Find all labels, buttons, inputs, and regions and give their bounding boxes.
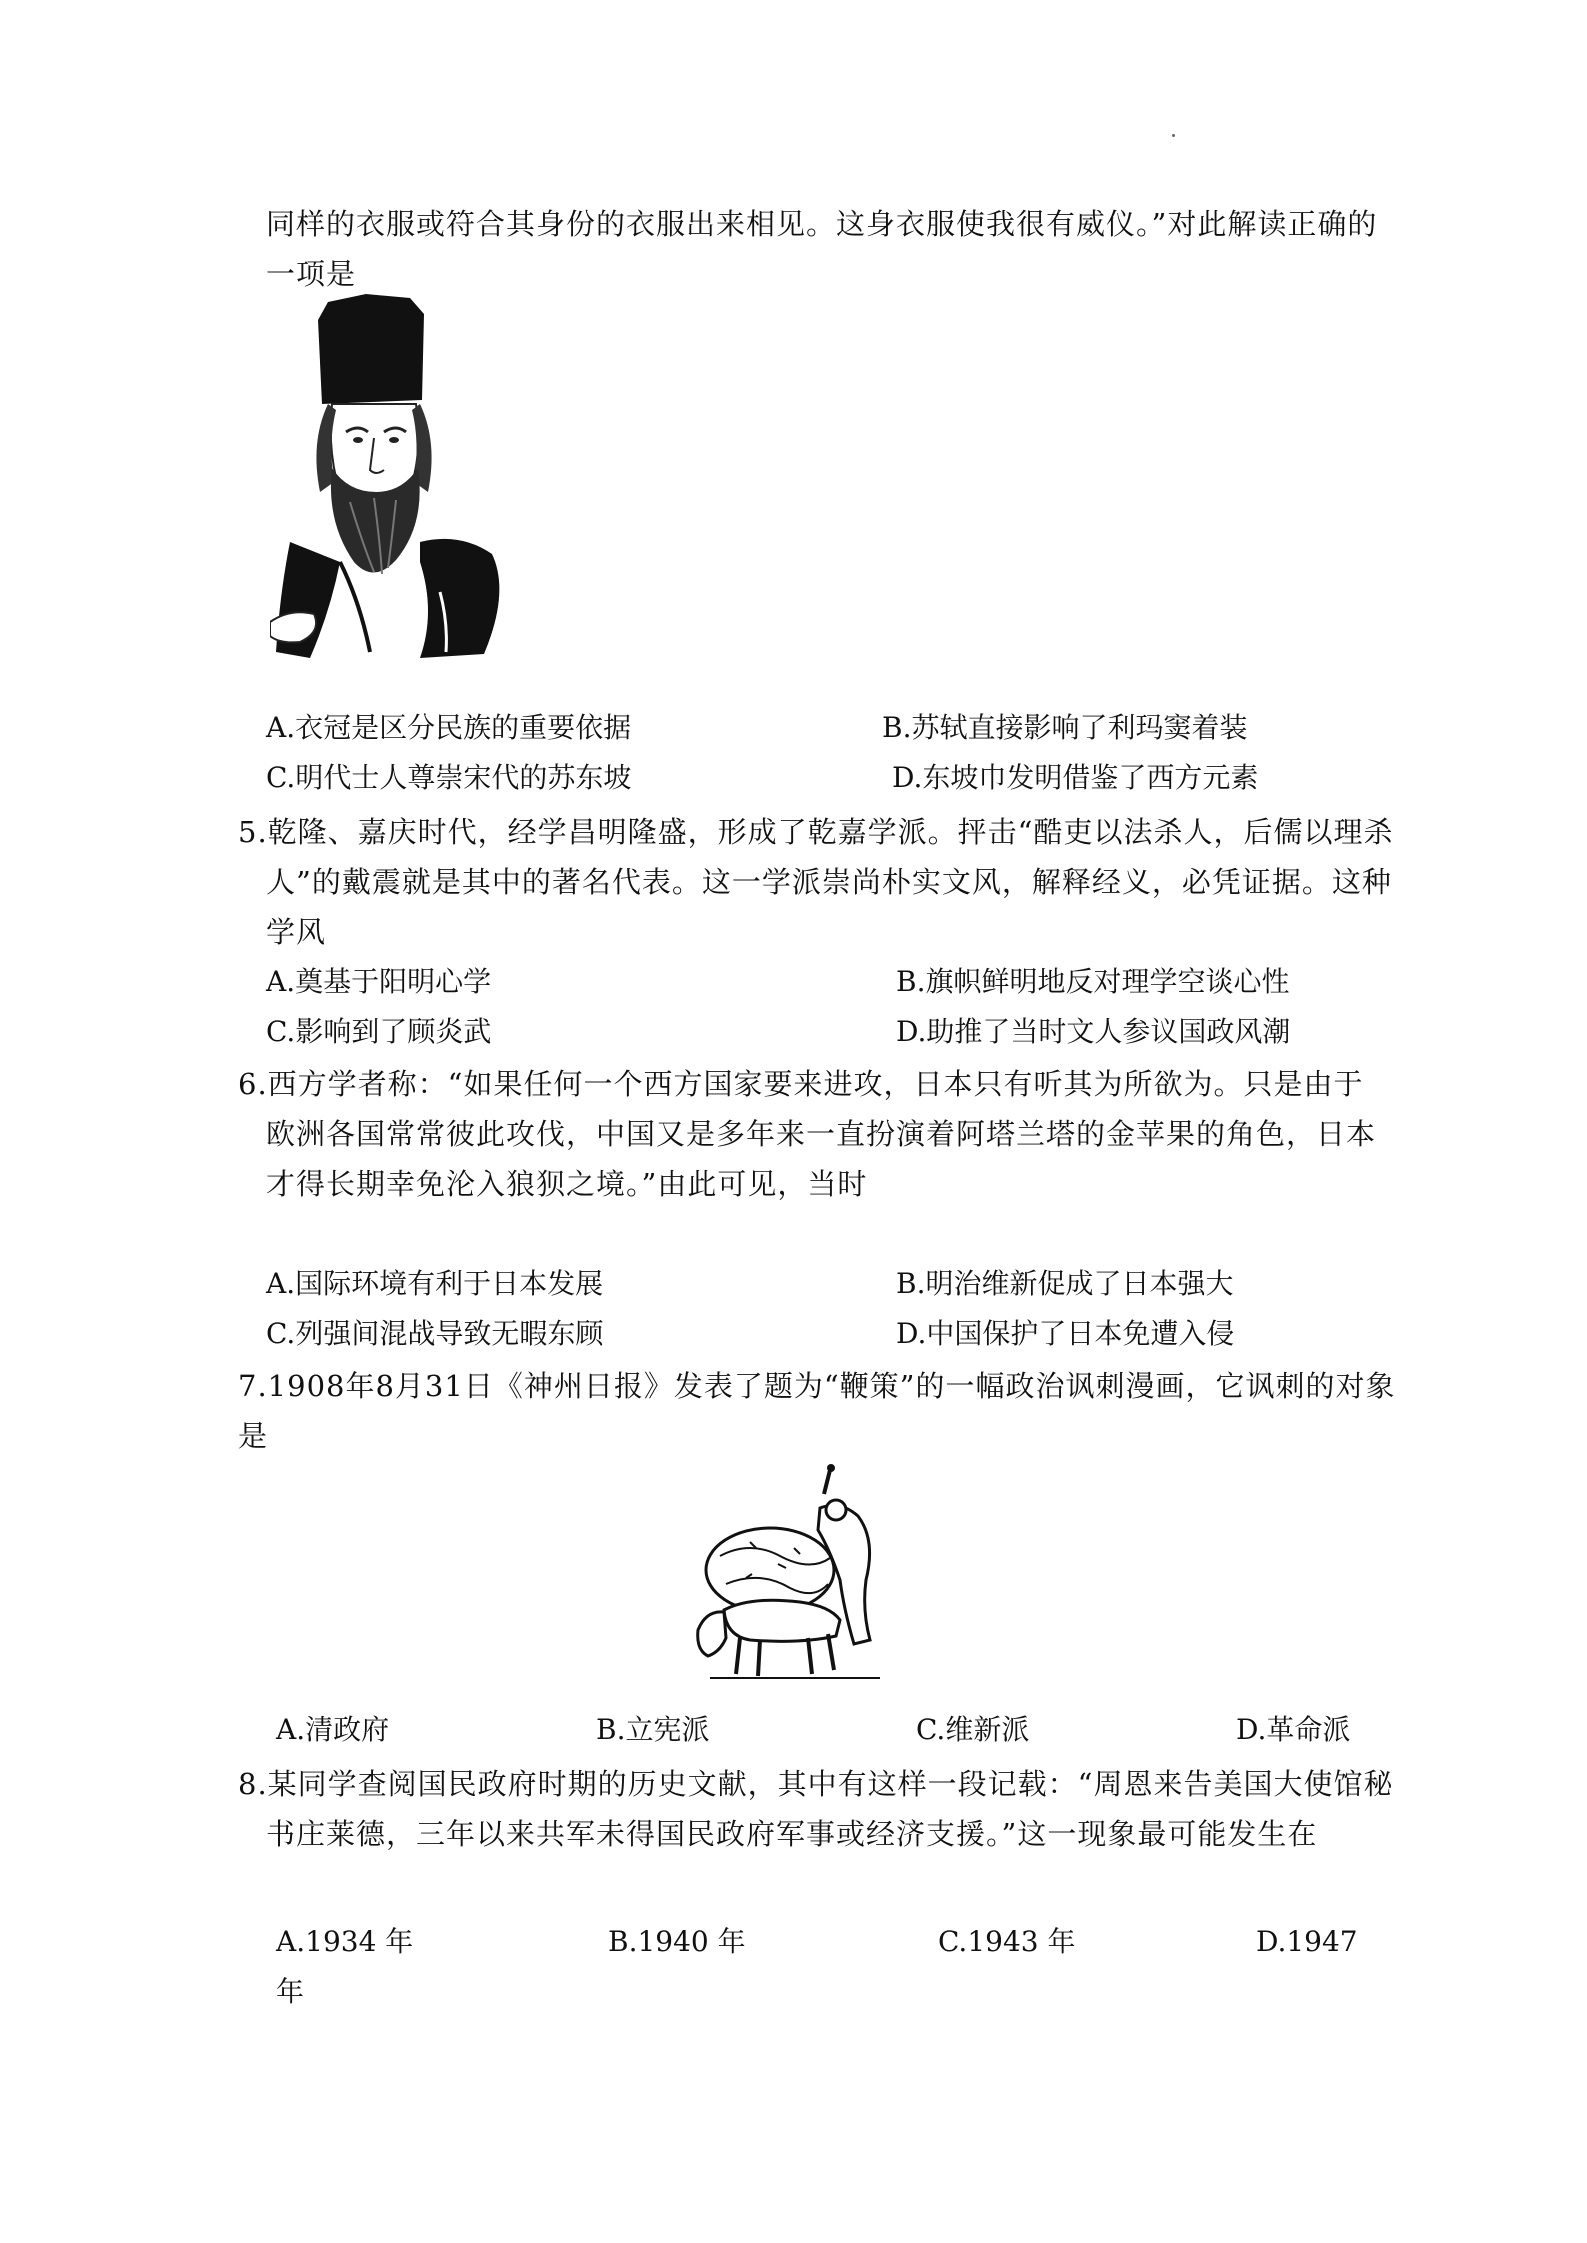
- q8-stem-line-1: 8.某同学查阅国民政府时期的历史文献，其中有这样一段记载：“周恩来告美国大使馆秘: [238, 1767, 1394, 1801]
- q6-option-d-label: D.: [896, 1317, 927, 1350]
- q5-option-d-text: 助推了当时文人参议国政风潮: [926, 1015, 1291, 1048]
- q7-option-b-label: B.: [596, 1713, 626, 1746]
- q5-option-c[interactable]: [266, 1012, 491, 1052]
- q5-option-b-text: 旗帜鲜明地反对理学空谈心性: [925, 965, 1290, 998]
- q6-option-b[interactable]: [896, 1264, 1234, 1304]
- q7-option-c-text: 维新派: [945, 1713, 1030, 1746]
- q8-option-b-text: 1940 年: [637, 1925, 746, 1958]
- q6-stem-line-2: 欧洲各国常常彼此攻伐，中国又是多年来一直扮演着阿塔兰塔的金苹果的角色，日本: [266, 1117, 1377, 1151]
- q4-stem-line-2: 一项是: [266, 257, 357, 291]
- q6-option-d-text: 中国保护了日本免遭入侵: [926, 1317, 1235, 1350]
- q8-option-c-label: C.: [938, 1925, 968, 1958]
- q4-option-c[interactable]: [266, 758, 631, 798]
- q8-option-d-label: D.: [1256, 1925, 1287, 1958]
- q6-option-c[interactable]: [266, 1314, 603, 1354]
- q4-option-d-text: 东坡巾发明借鉴了西方元素: [922, 761, 1259, 794]
- q6-stem-line-1: 6.西方学者称：“如果任何一个西方国家要来进攻，日本只有听其为所欲为。只是由于: [238, 1067, 1364, 1101]
- q7-option-d[interactable]: [1236, 1710, 1350, 1750]
- q4-option-d-label: D.: [892, 761, 923, 794]
- q5-option-c-text: 影响到了顾炎武: [295, 1015, 492, 1048]
- q7-stem-line-2: 是: [238, 1419, 269, 1453]
- q5-option-a[interactable]: [266, 962, 491, 1002]
- q7-option-c-label: C.: [916, 1713, 946, 1746]
- q8-option-a[interactable]: [276, 1922, 413, 1962]
- q6-option-a-label: A.: [266, 1267, 296, 1300]
- q6-option-c-text: 列强间混战导致无暇东顾: [295, 1317, 604, 1350]
- q7-option-c[interactable]: [916, 1710, 1029, 1750]
- q5-stem-line-2: 人”的戴震就是其中的著名代表。这一学派崇尚朴实文风，解释经义，必凭证据。这种: [266, 865, 1392, 899]
- q8-option-b-label: B.: [608, 1925, 638, 1958]
- q4-option-a-text: 衣冠是区分民族的重要依据: [295, 711, 632, 744]
- q5-stem-line-3: 学风: [266, 915, 327, 949]
- q6-option-b-label: B.: [896, 1267, 926, 1300]
- q5-option-b-label: B.: [896, 965, 926, 998]
- q7-option-a-label: A.: [276, 1713, 306, 1746]
- q4-option-b[interactable]: [882, 708, 1248, 748]
- q8-option-c-text: 1943 年: [967, 1925, 1076, 1958]
- whip-cartoon-figure: [690, 1460, 900, 1690]
- q5-stem-line-1: 5.乾隆、嘉庆时代，经学昌明隆盛，形成了乾嘉学派。抨击“酷吏以法杀人，后儒以理杀: [238, 815, 1394, 849]
- scan-speck: [1172, 134, 1175, 137]
- q4-option-a-label: A.: [266, 711, 296, 744]
- q7-option-b-text: 立宪派: [625, 1713, 710, 1746]
- q4-stem-line-1: 同样的衣服或符合其身份的衣服出来相见。这身衣服使我很有威仪。”对此解读正确的: [266, 207, 1378, 241]
- q5-option-d[interactable]: [896, 1012, 1290, 1052]
- q8-option-a-text: 1934 年: [305, 1925, 414, 1958]
- q8-option-d[interactable]: [1256, 1922, 1358, 1962]
- q7-option-b[interactable]: [596, 1710, 710, 1750]
- q4-option-c-text: 明代士人尊崇宋代的苏东坡: [295, 761, 632, 794]
- q6-option-d[interactable]: [896, 1314, 1234, 1354]
- q4-option-a[interactable]: [266, 708, 631, 748]
- q8-stem-line-2: 书庄莱德，三年以来共军未得国民政府军事或经济支援。”这一现象最可能发生在: [266, 1817, 1318, 1851]
- q6-option-c-label: C.: [266, 1317, 296, 1350]
- q6-option-b-text: 明治维新促成了日本强大: [925, 1267, 1234, 1300]
- q6-stem-line-3: 才得长期幸免沦入狼狈之境。”由此可见，当时: [266, 1167, 868, 1201]
- q4-option-b-label: B.: [882, 711, 912, 744]
- q7-option-a-text: 清政府: [305, 1713, 390, 1746]
- q7-option-d-label: D.: [1236, 1713, 1267, 1746]
- q6-option-a[interactable]: [266, 1264, 603, 1304]
- q5-option-a-label: A.: [266, 965, 296, 998]
- q8-option-a-label: A.: [276, 1925, 306, 1958]
- q7-stem-line-1: 7.1908年8月31日《神州日报》发表了题为“鞭策”的一幅政治讽刺漫画，它讽刺的对象: [238, 1369, 1396, 1403]
- q7-option-d-text: 革命派: [1266, 1713, 1351, 1746]
- q4-option-d[interactable]: [892, 758, 1258, 798]
- q5-option-a-text: 奠基于阳明心学: [295, 965, 492, 998]
- q5-option-c-label: C.: [266, 1015, 296, 1048]
- q8-option-c[interactable]: [938, 1922, 1076, 1962]
- q5-option-b[interactable]: [896, 962, 1290, 1002]
- q4-option-c-label: C.: [266, 761, 296, 794]
- q8-option-d-text: 1947: [1286, 1925, 1358, 1958]
- q6-option-a-text: 国际环境有利于日本发展: [295, 1267, 604, 1300]
- q5-option-d-label: D.: [896, 1015, 927, 1048]
- ricci-portrait-figure: [270, 292, 510, 662]
- q8-option-d-wrap: 年: [276, 1975, 305, 2008]
- q4-option-b-text: 苏轼直接影响了利玛窦着装: [911, 711, 1248, 744]
- q8-option-b[interactable]: [608, 1922, 746, 1962]
- q7-option-a[interactable]: [276, 1710, 389, 1750]
